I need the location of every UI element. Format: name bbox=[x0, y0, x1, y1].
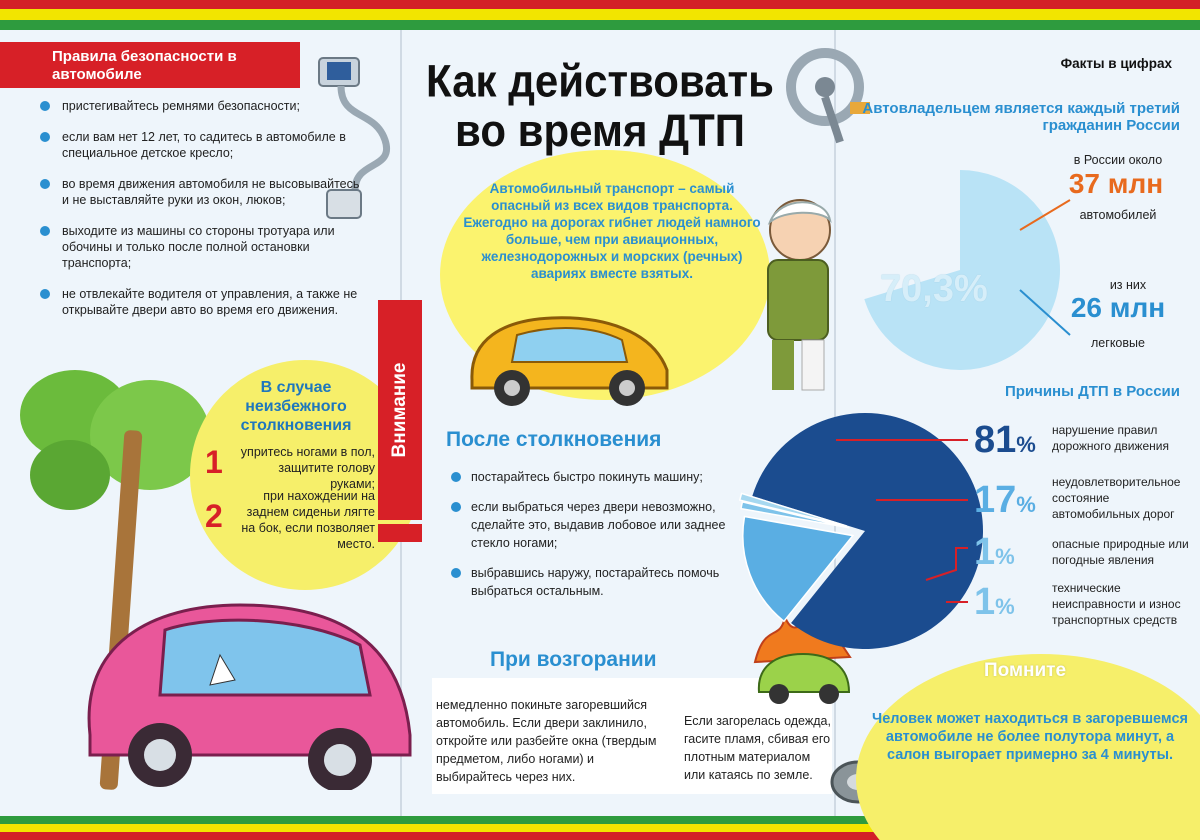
bullet-icon bbox=[40, 179, 50, 189]
callout-lines bbox=[1015, 190, 1075, 340]
passenger-cars-value: 26 млн bbox=[1070, 292, 1166, 323]
attention-banner bbox=[378, 300, 422, 520]
step-text: если выбраться через двери невозможно, сделайте это, выдавив лобовое или заднее стекло ногами; bbox=[471, 500, 726, 550]
remember-text: Человек может находиться в загоревшемся автомобиле не более полутора минут, а салон выгорает примерно за 4 минуты. bbox=[872, 711, 1188, 763]
data-label: 1 bbox=[974, 581, 996, 623]
step-text: упритесь ногами в пол, защитите голову руками; bbox=[240, 445, 375, 491]
exclamation-dot bbox=[378, 524, 422, 542]
facts-heading: Факты в цифрах bbox=[1060, 56, 1172, 71]
step-text: выбравшись наружу, постарайтесь помочь выбраться остальным. bbox=[471, 566, 720, 598]
top-stripe bbox=[0, 0, 1200, 30]
cause-label: опасные природные или погодные явления bbox=[1052, 537, 1189, 567]
rule-text: если вам нет 12 лет, то садитесь в автомобиле в специальное детское кресло; bbox=[62, 130, 346, 160]
tree-leaves bbox=[30, 440, 110, 510]
causes-heading: Причины ДТП в России bbox=[1004, 383, 1180, 400]
steering-wheel-illustration bbox=[780, 42, 880, 152]
cause-percent: 1% bbox=[974, 531, 1015, 573]
cause-label: нарушение правил дорожного движения bbox=[1052, 423, 1169, 453]
bullet-icon bbox=[451, 502, 461, 512]
fire-instructions: немедленно покиньте загоревшийся автомобиль. Если двери заклинило, откройте или разбейте окна (твердым предметом, либо ногами) и выбирайтесь через них. bbox=[436, 698, 657, 784]
bullet-icon bbox=[40, 132, 50, 142]
rule-text: во время движения автомобиля не высовывайтесь и не выставляйте руки из окон, люков; bbox=[62, 177, 360, 207]
list-item bbox=[445, 564, 745, 600]
total-caption: в России около bbox=[1073, 153, 1163, 167]
injured-boy-illustration bbox=[740, 190, 850, 400]
bullet-icon bbox=[40, 289, 50, 299]
collision-step bbox=[205, 488, 375, 552]
rule-text: пристегивайтесь ремнями безопасности; bbox=[62, 99, 300, 113]
rules-heading: Правила безопасности в автомобиле bbox=[0, 42, 300, 88]
list-item bbox=[445, 498, 745, 552]
data-label: 17 bbox=[974, 479, 1017, 521]
total-unit: автомобилей bbox=[1079, 208, 1157, 222]
rules-list bbox=[30, 98, 360, 333]
rule-text: не отвлекайте водителя от управления, а также не открывайте двери авто во время его движения. bbox=[62, 287, 358, 317]
cars-unit: легковые bbox=[1091, 336, 1145, 350]
clothing-fire-instructions: Если загорелась одежда, гасите пламя, сбивая его плотным материалом или катаясь по земле. bbox=[684, 714, 831, 782]
list-item bbox=[30, 176, 360, 208]
page-title: Как действовать во время ДТП bbox=[426, 55, 774, 156]
cause-percent: 1% bbox=[974, 581, 1015, 623]
step-text: при нахождении на заднем сиденьи лягте на бок, если позволяет место. bbox=[241, 489, 375, 551]
crashed-car-illustration bbox=[70, 585, 420, 790]
after-collision-heading: После столкновения bbox=[446, 428, 662, 451]
step-text: постарайтесь быстро покинуть машину; bbox=[471, 470, 703, 484]
owners-fact: Автовладельцем является каждый третий гражданин России bbox=[862, 100, 1180, 134]
intro-text: Автомобильный транспорт – самый опасный из всех видов транспорта. Ежегодно на дорогах гибнет людей намного больше, чем при авиационных, железнодорожных и морских (речных) авариях вместе взятых. bbox=[463, 181, 761, 281]
attention-label: Внимание bbox=[389, 362, 410, 458]
pie-slice-label: 70,3% bbox=[880, 268, 988, 310]
step-number: 2 bbox=[205, 498, 223, 534]
cause-label: технические неисправности и износ транспортных средств bbox=[1052, 581, 1181, 627]
total-cars-value: 37 млн bbox=[1068, 168, 1164, 199]
bullet-icon bbox=[451, 568, 461, 578]
fire-heading: При возгорании bbox=[490, 648, 657, 671]
data-label: 1 bbox=[974, 531, 996, 573]
callout-line bbox=[926, 548, 968, 580]
list-item bbox=[30, 223, 360, 271]
step-number: 1 bbox=[205, 444, 223, 480]
bullet-icon bbox=[40, 101, 50, 111]
after-collision-list bbox=[445, 468, 745, 612]
list-item bbox=[30, 98, 360, 114]
remember-heading: Помните bbox=[983, 660, 1067, 681]
collision-heading: В случае неизбежного столкновения bbox=[240, 379, 352, 434]
bullet-icon bbox=[40, 226, 50, 236]
list-item bbox=[30, 286, 360, 318]
bullet-icon bbox=[451, 472, 461, 482]
list-item bbox=[30, 129, 360, 161]
collision-step bbox=[205, 444, 375, 492]
cars-caption: из них bbox=[1109, 278, 1147, 292]
rule-text: выходите из машины со стороны тротуара или обочины и только после полной остановки транспорта; bbox=[62, 224, 335, 270]
cause-label: неудовлетворительное состояние автомобильных дорог bbox=[1052, 475, 1181, 521]
list-item bbox=[445, 468, 745, 486]
cause-percent: 81% bbox=[974, 419, 1036, 461]
cause-percent: 17% bbox=[974, 479, 1036, 521]
cause-callout-lines bbox=[836, 430, 976, 620]
damaged-car-illustration bbox=[462, 300, 674, 410]
data-label: 81 bbox=[974, 419, 1017, 461]
